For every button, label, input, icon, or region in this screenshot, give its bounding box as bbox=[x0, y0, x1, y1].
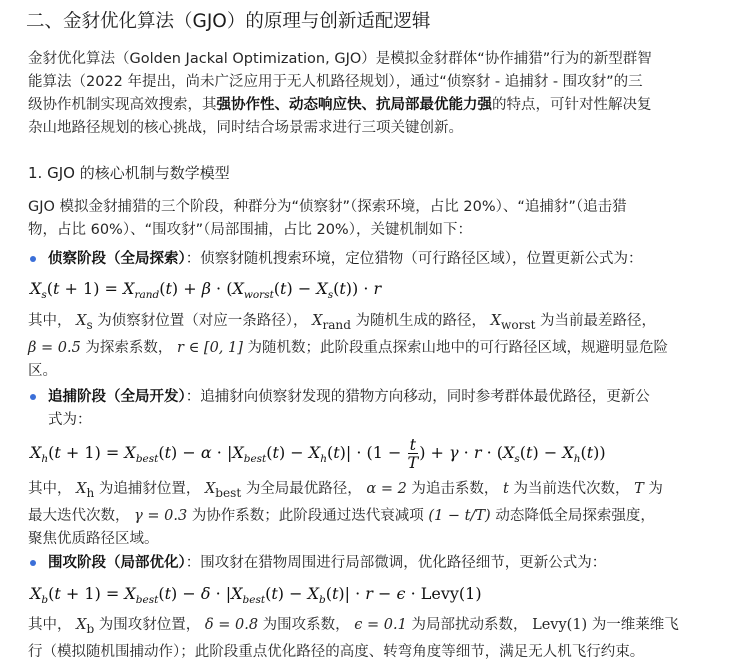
intro-bold-features: 强协作性、动态响应快、抗局部最优能力强 bbox=[216, 97, 492, 113]
stage-siege-desc: ：围攻豺在猎物周围进行局部微调，优化路径细节，更新公式为： bbox=[185, 555, 607, 571]
scout-note-line-3: 区。 bbox=[28, 362, 57, 379]
note-text: 为协作系数；此阶段通过迭代衰减项 bbox=[191, 507, 424, 524]
stage-scout-label: 侦察阶段（全局探索） bbox=[48, 251, 186, 267]
note-text: 为当前迭代次数， bbox=[513, 481, 630, 497]
formula-scout: $X_s(t + 1) = X_{rand}(t) + \beta \cdot (X_{worst}(t) - X_s(t)) \cdot r$ bbox=[30, 279, 382, 302]
stage-chase-notes bbox=[28, 478, 718, 551]
note-text: 为局部扰动系数， bbox=[411, 617, 528, 633]
epsilon-value: ϵ = 0.1 bbox=[354, 617, 407, 633]
intro-line-3 bbox=[28, 94, 718, 117]
intro-paragraph bbox=[28, 48, 718, 140]
delta-value: δ = 0.8 bbox=[204, 617, 259, 633]
bullet-dot bbox=[30, 394, 36, 400]
intro-text: 的特点，可针对性解决复 bbox=[492, 97, 652, 113]
scout-note-line-1: 其中， $X_s$ 为侦察豺位置（对应一条路径）， $X_{rand}$ 为随机生成的路径， $X_{worst}$ 为当前最差路径， bbox=[28, 313, 657, 332]
scout-note-line-2 bbox=[28, 337, 718, 360]
chase-note-line-2 bbox=[28, 505, 718, 528]
siege-note-line-2: 行（模拟随机围捕动作）；此阶段重点优化路径的高度、转弯角度等细节，满足无人机飞行约束。 bbox=[28, 643, 645, 660]
stage-siege-item bbox=[28, 552, 718, 575]
stage-siege-notes bbox=[28, 614, 718, 664]
note-text: 最大迭代次数， bbox=[28, 507, 130, 524]
mechanism-line-1: GJO 模拟金豺捕猎的三个阶段，种群分为“侦察豺”（探索环境，占比 20%）、“追捕豺”（追击猎 bbox=[28, 199, 627, 215]
note-text: 为一维莱维飞 bbox=[591, 617, 679, 633]
intro-line-2: 能算法（2022 年提出，尚未广泛应用于无人机路径规划），通过“侦察豺 - 追捕豺 - 围攻豺”的三 bbox=[28, 74, 643, 90]
note-text: 其中， bbox=[28, 313, 72, 329]
siege-note-line-1: 其中， $X_b$ 为围攻豺位置， δ = 0.8 为围攻系数， ϵ = 0.1 为局部扰动系数， Levy(1) 为一维莱维飞 bbox=[28, 617, 679, 636]
note-text: 其中， bbox=[28, 481, 72, 497]
stage-chase-desc-2: 式为： bbox=[48, 412, 92, 428]
levy-term: Levy(1) bbox=[532, 617, 588, 633]
stage-chase-label: 追捕阶段（全局开发） bbox=[48, 389, 186, 405]
note-text: 为随机数；此阶段重点探索山地中的可行路径区域，规避明显危险 bbox=[247, 339, 669, 356]
intro-line-1: 金豺优化算法（Golden Jackal Optimization, GJO）是模拟金豺群体“协作捕猎”行为的新型群智 bbox=[28, 51, 652, 67]
mechanism-paragraph bbox=[28, 196, 718, 242]
bullet-dot bbox=[30, 256, 36, 262]
note-text: 为围攻豺位置， bbox=[98, 617, 201, 633]
note-text: 为追击系数， bbox=[411, 481, 499, 497]
beta-value: β = 0.5 bbox=[28, 339, 81, 356]
note-text: 为 bbox=[648, 481, 663, 497]
stage-scout-notes bbox=[28, 310, 718, 383]
note-text: 为围攻系数， bbox=[262, 617, 350, 633]
alpha-value: α = 2 bbox=[366, 481, 407, 497]
section-heading: 二、金豺优化算法（GJO）的原理与创新适配逻辑 bbox=[26, 11, 431, 32]
chase-note-line-1: 其中， $X_h$ 为追捕豺位置， $X_{best}$ 为全局最优路径， α = 2 为追击系数， t 为当前迭代次数， T 为 bbox=[28, 481, 663, 500]
decay-term: (1 − t/T) bbox=[428, 507, 491, 524]
subsection-title: 1. GJO 的核心机制与数学模型 bbox=[28, 164, 230, 182]
note-text: 为当前最差路径， bbox=[540, 313, 657, 329]
r-range: r ∈ [0, 1] bbox=[177, 339, 243, 356]
intro-text: 级协作机制实现高效搜索，其 bbox=[28, 97, 217, 113]
stage-siege-label: 围攻阶段（局部优化） bbox=[48, 555, 186, 571]
note-text: 为随机生成的路径， bbox=[355, 313, 487, 329]
note-text: 其中， bbox=[28, 617, 72, 633]
gamma-value: γ = 0.3 bbox=[134, 507, 188, 524]
note-text: 动态降低全局探索强度， bbox=[495, 507, 655, 524]
note-text: 为全局最优路径， bbox=[245, 481, 362, 497]
stage-chase-desc: ：追捕豺向侦察豺发现的猎物方向移动，同时参考群体最优路径，更新公 bbox=[185, 389, 650, 405]
bullet-dot bbox=[30, 560, 36, 566]
mechanism-line-2: 物，占比 60%）、“围攻豺”（局部围捕，占比 20%），关键机制如下： bbox=[28, 222, 472, 238]
intro-line-4: 杂山地路径规划的核心挑战，同时结合场景需求进行三项关键创新。 bbox=[28, 120, 463, 136]
stage-scout-item bbox=[28, 248, 718, 271]
stage-chase-item bbox=[28, 386, 718, 432]
note-text: 为探索系数， bbox=[85, 339, 173, 356]
note-text: 为追捕豺位置， bbox=[98, 481, 201, 497]
chase-note-line-3: 聚焦优质路径区域。 bbox=[28, 530, 159, 547]
note-text: 为侦察豺位置（对应一条路径）， bbox=[97, 313, 308, 329]
formula-chase: $X_h(t + 1) = X_{best}(t) - \alpha \cdot |X_{best}(t) - X_h(t)| \cdot (1$ − $\frac{t}{T}$ ) + $\gamma \cdot r \cdot (X_s(t) - X_h(t))$ bbox=[30, 435, 606, 472]
stage-scout-desc: ：侦察豺随机搜索环境，定位猎物（可行路径区域），位置更新公式为： bbox=[185, 251, 643, 267]
formula-siege: $X_b(t + 1) = X_{best}(t) - \delta \cdot |X_{best}(t) - X_b(t)| \cdot r - \epsilon$ · Levy(1) bbox=[30, 584, 482, 607]
